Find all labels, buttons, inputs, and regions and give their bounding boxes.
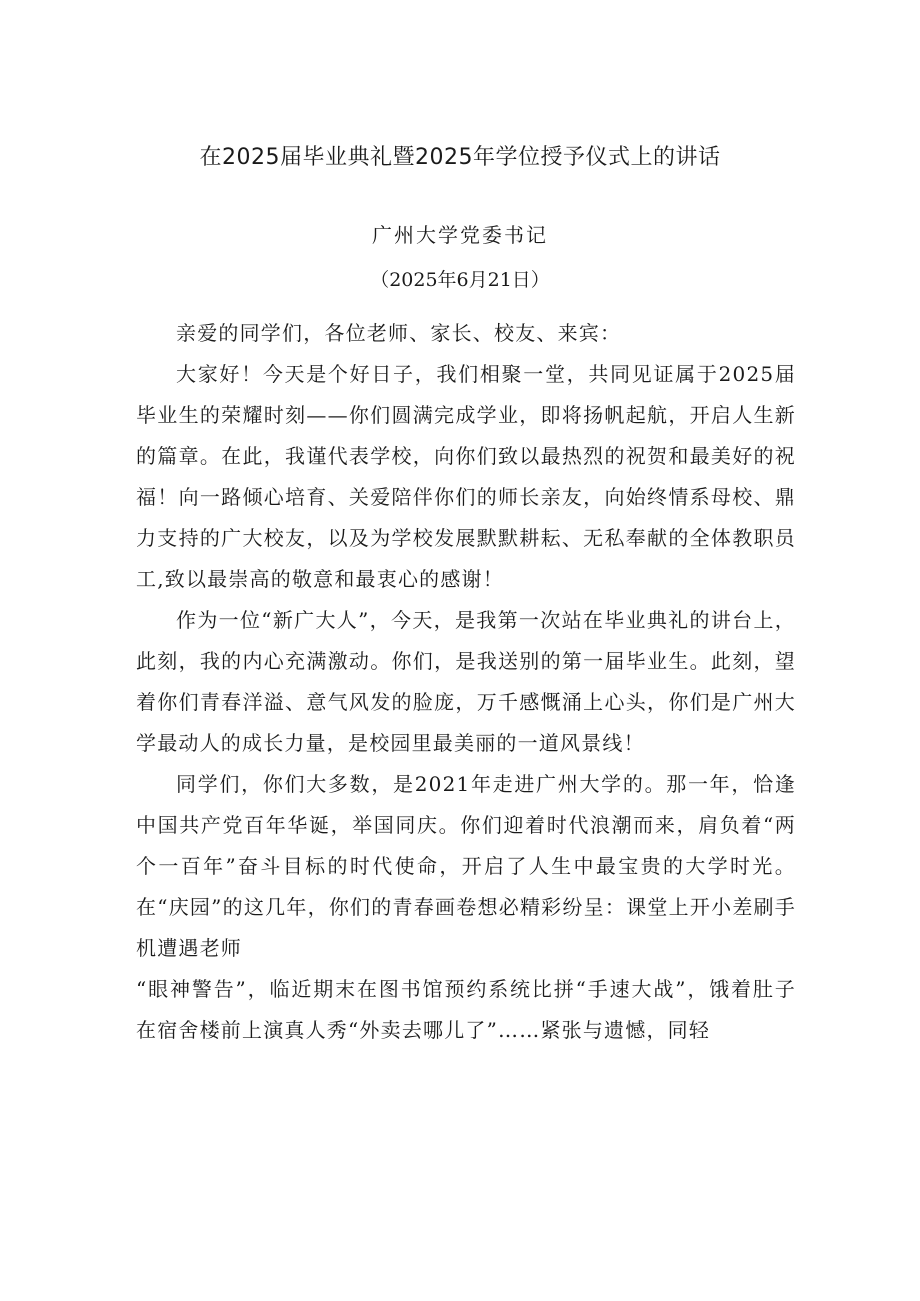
speech-body xyxy=(136,313,796,1051)
body-paragraph: 同学们，你们大多数，是2021年走进广州大学的。那一年，恰逢中国共产党百年华诞，举国同庆。你们迎着时代浪潮而来，肩负着“两个一百年”奋斗目标的时代使命，开启了人生中最宝贵的大学时光。在“庆园”的这几年，你们的青春画卷想必精彩纷呈：课堂上开小差刷手机遭遇老师 xyxy=(136,772,796,960)
salutation-paragraph: 亲爱的同学们，各位老师、家长、校友、来宾： xyxy=(176,321,622,345)
speaker-affiliation: 广州大学党委书记 xyxy=(372,223,548,247)
document-title: 在2025届毕业典礼暨2025年学位授予仪式上的讲话 xyxy=(199,145,721,170)
body-paragraph: 作为一位“新广大人”，今天，是我第一次站在毕业典礼的讲台上，此刻，我的内心充满激动。你们，是我送别的第一届毕业生。此刻，望着你们青春洋溢、意气风发的脸庞，万千感慨涌上心头，你们是广州大学最动人的成长力量，是校园里最美丽的一道风景线！ xyxy=(136,608,796,755)
body-paragraph: 大家好！今天是个好日子，我们相聚一堂，共同见证属于2025届毕业生的荣耀时刻——你们圆满完成学业，即将扬帆起航，开启人生新的篇章。在此，我谨代表学校，向你们致以最热烈的祝贺和最美好的祝福！向一路倾心培育、关爱陪伴你们的师长亲友，向始终情系母校、鼎力支持的广大校友，以及为学校发展默默耕耘、无私奉献的全体教职员工,致以最崇高的敬意和最衷心的感谢！ xyxy=(136,362,796,591)
body-paragraph-continued: “眼神警告”，临近期末在图书馆预约系统比拼“手速大战”，饿着肚子在宿舍楼前上演真人秀“外卖去哪儿了”……紧张与遗憾，同轻 xyxy=(136,977,796,1042)
speech-date: （2025年6月21日） xyxy=(370,269,550,291)
